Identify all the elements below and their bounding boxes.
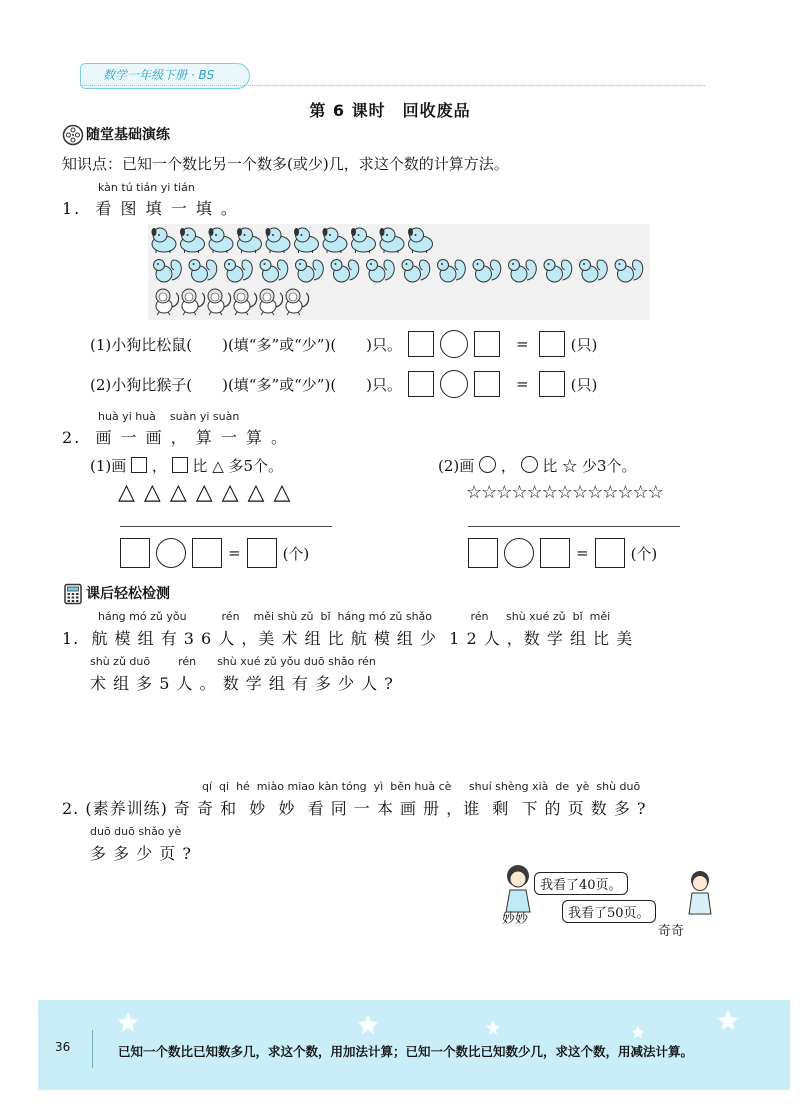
- q1-pinyin: kàn tú tián yi tián: [98, 181, 195, 194]
- squirrel-icon: [260, 260, 288, 283]
- squirrel-icon: [189, 260, 217, 283]
- hw1-pinyin-line1: háng mó zǔ yǒu rén měi shù zǔ bǐ háng mó zǔ shǎo rén shù xué zǔ bǐ měi: [98, 610, 611, 623]
- operator-circle[interactable]: [156, 538, 186, 568]
- dog-icon: [408, 228, 433, 253]
- q2-part2-comma: ，: [500, 457, 516, 475]
- equals-sign: =: [576, 544, 589, 562]
- answer-box[interactable]: [120, 538, 150, 568]
- q1-sub2-text: (2)小狗比猴子( )(填“多”或“少”)( )只。: [90, 375, 403, 394]
- q1-sub2: [90, 370, 603, 398]
- section-title: 课后轻松检测: [86, 586, 170, 602]
- monkey-icon: [234, 289, 257, 315]
- answer-box[interactable]: [408, 371, 434, 397]
- monkey-icon: [260, 289, 283, 315]
- page-number-divider: [92, 1030, 93, 1068]
- section-title: 随堂基础演练: [86, 127, 170, 143]
- dog-icon: [380, 228, 405, 253]
- hw1-line2: 术 组 多 5 人 。 数 学 组 有 多 少 人 ?: [90, 674, 394, 693]
- q2-text: 2. 画 一 画 ， 算 一 算 。: [62, 428, 290, 447]
- squirrel-icon: [509, 260, 537, 283]
- unit-label: (只): [570, 335, 598, 354]
- q2-part1-compare: 比: [192, 457, 208, 475]
- speech-bubble-qiqi: 我看了50页。: [562, 900, 656, 923]
- section-heading-practice: [62, 124, 170, 146]
- q2-part2-equation: [468, 538, 663, 568]
- speech-bubble-miaomiao: 我看了40页。: [534, 872, 628, 895]
- squirrel-icon: [544, 260, 572, 283]
- section-heading-homework: [62, 583, 170, 605]
- result-box[interactable]: [539, 371, 565, 397]
- answer-box[interactable]: [474, 371, 500, 397]
- dog-icon: [152, 228, 177, 253]
- hw1-pinyin-line2: shù zǔ duō rén shù xué zǔ yǒu duō shǎo rén: [90, 655, 376, 668]
- squirrel-icon: [225, 260, 253, 283]
- q1-sub1-text: (1)小狗比松鼠( )(填“多”或“少”)( )只。: [90, 335, 403, 354]
- boy-qiqi-icon: [682, 866, 718, 926]
- unit-label: (只): [570, 375, 598, 394]
- book-tag-text: 数学一年级下册 · BS: [103, 68, 215, 82]
- name-qiqi: 奇奇: [658, 924, 685, 939]
- dog-icon: [351, 228, 376, 253]
- squirrel-icon: [367, 260, 395, 283]
- q2-part2-rest: 少3个。: [581, 457, 637, 475]
- header-divider: [80, 85, 705, 86]
- operator-circle[interactable]: [440, 370, 468, 398]
- hw2-line2: 多 多 少 页 ?: [90, 844, 192, 863]
- answer-box[interactable]: [474, 331, 500, 357]
- hw1-line1: 1. 航 模 组 有 3 6 人 ，美 术 组 比 航 模 组 少 1 2 人 ，数 学 组 比 美: [62, 629, 634, 648]
- answer-box[interactable]: [192, 538, 222, 568]
- dog-icon: [180, 228, 205, 253]
- circle-icon: [479, 456, 496, 473]
- dog-icon: [294, 228, 319, 253]
- equals-sign: =: [516, 335, 529, 353]
- answer-box[interactable]: [468, 538, 498, 568]
- q2-part1-equation: [120, 538, 315, 568]
- star-row: ☆☆☆☆☆☆☆☆☆☆☆☆☆: [466, 482, 663, 503]
- answer-box[interactable]: [540, 538, 570, 568]
- dog-icon: [209, 228, 234, 253]
- kids-illustration: [500, 860, 720, 950]
- hw2-line1: 2. (素养训练) 奇 奇 和 妙 妙 看 同 一 本 画 册 ，谁 剩 下 的 页 数 多 ?: [62, 799, 647, 818]
- operator-circle[interactable]: [440, 330, 468, 358]
- monkey-icon: [156, 289, 179, 315]
- operator-circle[interactable]: [504, 538, 534, 568]
- q2-part1-text: (1)画: [90, 457, 127, 475]
- equals-sign: =: [516, 375, 529, 393]
- monkey-icon: [182, 289, 205, 315]
- square-icon: [131, 457, 147, 473]
- q2-part1-rest: 多5个。: [228, 457, 284, 475]
- name-miaomiao: 妙妙: [502, 912, 529, 927]
- squirrel-icon: [402, 260, 430, 283]
- hw2-pinyin-line1: qí qi hé miào miao kàn tóng yì běn huà cè shuí shèng xià de yè shù duō: [202, 780, 641, 793]
- squirrel-icon: [615, 260, 643, 283]
- triangle-icon: △: [212, 457, 224, 475]
- result-box[interactable]: [539, 331, 565, 357]
- answer-box[interactable]: [408, 331, 434, 357]
- animal-rows: [148, 224, 650, 320]
- monkey-icon: [208, 289, 231, 315]
- monkey-icon: [286, 289, 309, 315]
- q2-part1-comma: ，: [151, 457, 167, 475]
- square-icon: [172, 457, 188, 473]
- squirrel-icon: [154, 260, 182, 283]
- knowledge-point: 知识点：已知一个数比另一个数多(或少)几，求这个数的计算方法。: [62, 155, 509, 173]
- animal-picture: [148, 224, 650, 320]
- circle-icon: [521, 456, 538, 473]
- q2-part2-text: (2)画: [438, 457, 475, 475]
- q2-part2-compare: 比: [542, 457, 558, 475]
- triangle-row: △ △ △ △ △ △ △: [118, 480, 292, 505]
- q2-pinyin: huà yi huà suàn yi suàn: [98, 410, 240, 423]
- dog-icon: [237, 228, 262, 253]
- film-reel-icon: [62, 124, 84, 146]
- footer-note: 已知一个数比已知数多几，求这个数，用加法计算；已知一个数比已知数少几，求这个数，用减法计算。: [118, 1044, 694, 1059]
- unit-label: (个): [630, 544, 658, 563]
- drawing-line[interactable]: [120, 526, 332, 527]
- q2-part1-instruction: [90, 455, 283, 476]
- unit-label: (个): [282, 544, 310, 563]
- drawing-line[interactable]: [468, 526, 680, 527]
- squirrel-icon: [296, 260, 324, 283]
- squirrel-icon: [438, 260, 466, 283]
- lesson-title: 第 6 课时 回收废品: [309, 101, 471, 120]
- q1-sub1: [90, 330, 603, 358]
- page-number: 36: [55, 1040, 71, 1054]
- result-box[interactable]: [247, 538, 277, 568]
- squirrel-icon: [331, 260, 359, 283]
- q2-part2-instruction: [438, 455, 637, 476]
- q1-text: 1. 看 图 填 一 填 。: [62, 199, 239, 218]
- hw2-pinyin-line2: duō duō shǎo yè: [90, 825, 182, 838]
- squirrel-icon: [580, 260, 608, 283]
- dog-icon: [266, 228, 291, 253]
- result-box[interactable]: [595, 538, 625, 568]
- star-icon: ☆: [562, 457, 578, 475]
- equals-sign: =: [228, 544, 241, 562]
- calculator-icon: [62, 583, 84, 605]
- squirrel-icon: [473, 260, 501, 283]
- dog-icon: [323, 228, 348, 253]
